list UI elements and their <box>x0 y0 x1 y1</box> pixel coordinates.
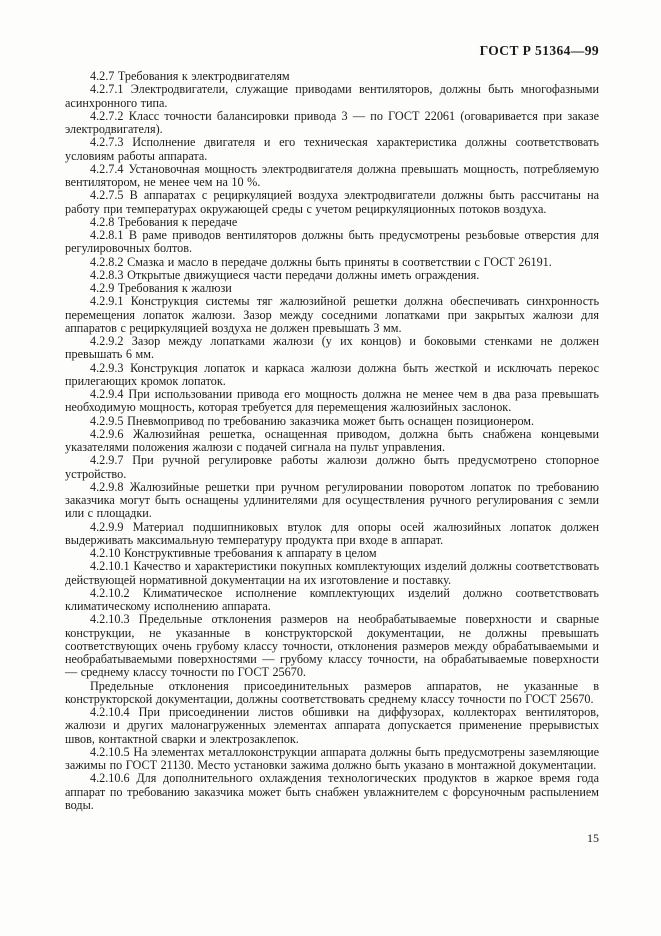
paragraph: 4.2.9.1 Конструкция системы тяг жалюзийной решетки должна обеспечивать синхронность перемещения лопаток жалюзи. Зазор между соседними лопатками при закрытых жалюзи для аппаратов с рециркуляцией воздуха не должен превышать 3 мм. <box>65 294 599 335</box>
paragraph: 4.2.10.6 Для дополнительного охлаждения технологических продуктов в жаркое время года аппарат по требованию заказчика может быть снабжен увлажнителем с форсуночным распылением воды. <box>65 771 599 812</box>
paragraph: 4.2.7.5 В аппаратах с рециркуляцией воздуха электродвигатели должны быть рассчитаны на работу при температурах окружающей среды с учетом рециркуляционных потоков воздуха. <box>65 188 599 216</box>
paragraph: 4.2.7.4 Установочная мощность электродвигателя должна превышать мощность, потребляемую вентилятором, не менее чем на 10 %. <box>65 161 599 189</box>
paragraph: 4.2.10.5 На элементах металлоконструкции аппарата должны быть предусмотрены заземляющие зажимы по ГОСТ 21130. Место установки зажима должно быть указано в монтажной документации. <box>65 744 599 772</box>
paragraph: 4.2.10.4 При присоединении листов обшивки на диффузорах, коллекторах вентиляторов, жалюзи и других малонагруженных элементах аппарата допускается применение прерывистых швов, контактной сварки и электрозаклепок. <box>65 705 599 746</box>
paragraph: 4.2.9.6 Жалюзийная решетка, оснащенная приводом, должна быть снабжена концевыми указателями положения жалюзи с подачей сигнала на пульт управления. <box>65 426 599 454</box>
paragraph: 4.2.9.3 Конструкция лопаток и каркаса жалюзи должна быть жесткой и исключать перекос прилегающих кромок лопаток. <box>65 360 599 388</box>
paragraph: 4.2.9.5 Пневмопривод по требованию заказчика может быть оснащен позиционером. <box>90 413 535 428</box>
paragraph: 4.2.7.1 Электродвигатели, служащие приводами вентиляторов, должны быть многофазными асинхронного типа. <box>65 82 599 110</box>
paragraph: Предельные отклонения присоединительных размеров аппаратов, не указанные в конструкторской документации, должны соответствовать среднему классу точности по ГОСТ 25670. <box>65 678 599 706</box>
section-heading: 4.2.10 Конструктивные требования к аппарату в целом <box>90 546 377 560</box>
page-number: 15 <box>587 831 599 845</box>
paragraph: 4.2.7.3 Исполнение двигателя и его техническая характеристика должны соответствовать условиям работы аппарата. <box>65 135 599 163</box>
paragraph: 4.2.9.4 При использовании привода его мощность должна не менее чем в два раза превышать необходимую мощность, которая требуется для перемещения жалюзийных заслонок. <box>65 387 599 415</box>
section-heading: 4.2.8 Требования к передаче <box>90 214 238 229</box>
paragraph: 4.2.9.8 Жалюзийные решетки при ручном регулировании поворотом лопаток по требованию заказчика могут быть оснащены удлинителями для осуществления ручного регулирования с земли или с площадки. <box>65 479 599 521</box>
paragraph: 4.2.10.1 Качество и характеристики покупных комплектующих изделий должны соответствовать действующей нормативной документации на их изготовление и поставку. <box>65 559 599 587</box>
paragraph: 4.2.8.2 Смазка и масло в передаче должны быть приняты в соответствии с ГОСТ 26191. <box>90 254 552 269</box>
paragraph: 4.2.10.2 Климатическое исполнение комплектующих изделий должно соответствовать климатическому исполнению аппарата. <box>65 585 599 613</box>
section-heading: 4.2.9 Требования к жалюзи <box>90 281 232 295</box>
paragraph: 4.2.9.7 При ручной регулировке работы жалюзи должно быть предусмотрено стопорное устройство. <box>65 453 599 481</box>
standard-designation-header: ГОСТ Р 51364—99 <box>479 43 599 58</box>
paragraph: 4.2.9.2 Зазор между лопатками жалюзи (у их концов) и боковыми стенками не должен превышать 6 мм. <box>65 334 599 362</box>
paragraph: 4.2.10.3 Предельные отклонения размеров на необрабатываемые поверхности и сварные конструкции, не указанные в конструкторской документации, не должны превышать соответствующих очень грубому классу точности, отклонения размеров между обрабатываемыми и необрабатываемыми поверхностями — грубому классу точности, на обрабатываемые поверхности — среднему классу точности по ГОСТ 25670. <box>65 612 599 680</box>
section-heading: 4.2.7 Требования к электродвигателям <box>90 69 290 83</box>
paragraph: 4.2.7.2 Класс точности балансировки привода 3 — по ГОСТ 22061 (оговаривается при заказе электродвигателя). <box>65 108 599 136</box>
paragraph: 4.2.8.3 Открытые движущиеся части передачи должны иметь ограждения. <box>90 267 480 282</box>
paragraph: 4.2.9.9 Материал подшипниковых втулок для опоры осей жалюзийных лопаток должен выдерживать максимальную температуру продукта при входе в аппарат. <box>65 519 599 547</box>
document-body <box>65 70 599 812</box>
paragraph: 4.2.8.1 В раме приводов вентиляторов должны быть предусмотрены резьбовые отверстия для регулировочных болтов. <box>65 228 599 256</box>
